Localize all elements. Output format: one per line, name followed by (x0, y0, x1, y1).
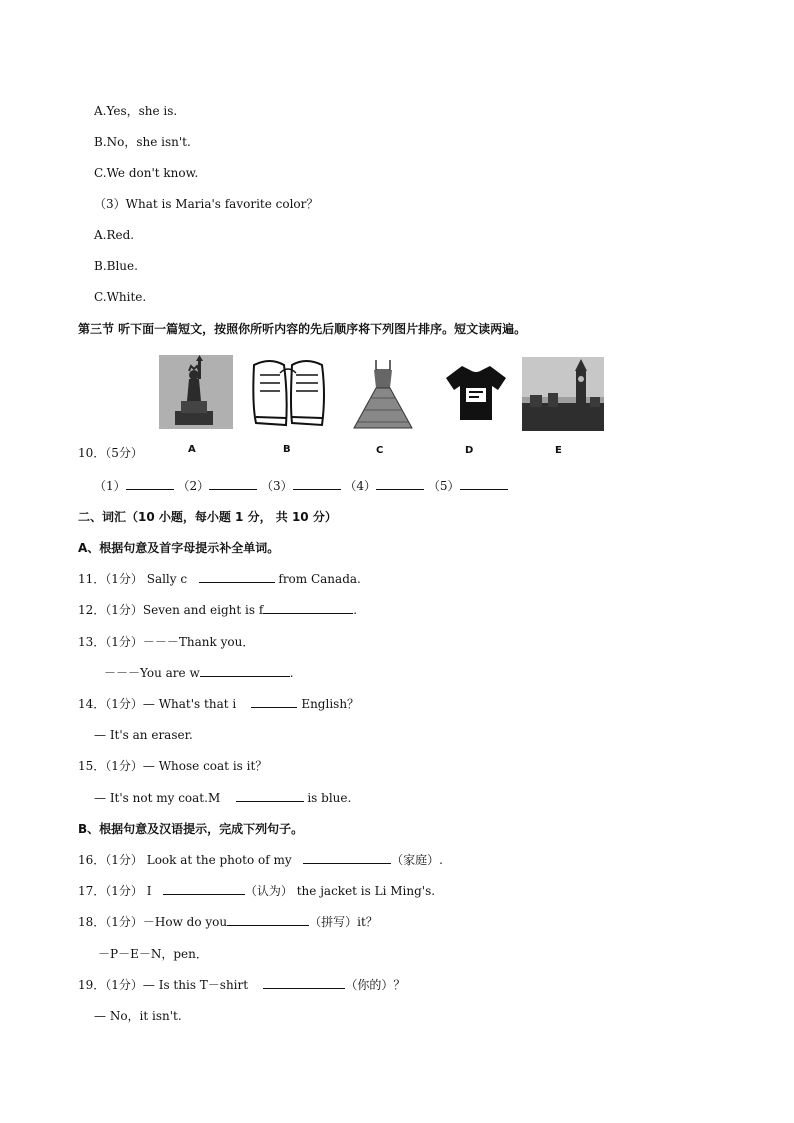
q9-option-c: C.We don't know. (94, 166, 199, 180)
q15-reply (94, 790, 351, 806)
picture-label-b: B (283, 444, 291, 455)
q17-suffix: （认为） the jacket is Li Ming's. (244, 884, 436, 898)
q17-prompt: 17．（1分） I (78, 884, 152, 898)
answer-blank[interactable] (236, 790, 304, 802)
q19-prompt: 19．（1分）— Is this T－shirt (78, 978, 249, 992)
q19 (78, 977, 405, 993)
answer-blank[interactable] (376, 478, 424, 490)
q16-suffix: （家庭）. (391, 853, 443, 867)
part2-title: 二、词汇（10 小题，每小题 1 分， 共 10 分） (78, 510, 337, 524)
q19-answer: — No，it isn't. (94, 1009, 182, 1023)
q18-answer: －P－E－N，pen． (98, 947, 208, 961)
q13-suffix: . (289, 666, 294, 680)
q17 (78, 883, 435, 899)
q14 (78, 696, 359, 712)
partB-title: B、根据句意及汉语提示，完成下列句子。 (78, 822, 304, 836)
answer-blank[interactable] (263, 602, 353, 614)
q16-prompt: 16．（1分） Look at the photo of my (78, 853, 292, 867)
answer-blank[interactable] (303, 852, 391, 864)
q15-suffix: is blue. (307, 791, 352, 805)
q12-prompt: 12．（1分）Seven and eight is f (78, 603, 264, 617)
q11 (78, 571, 361, 587)
q9-3-option-b: B.Blue. (94, 259, 138, 273)
q10-blank-label-4: （4） (344, 479, 377, 493)
q14-answer: — It's an eraser. (94, 728, 193, 742)
picture-label-c: C (376, 445, 384, 456)
picture-label-d: D (465, 445, 474, 456)
q11-prompt: 11．（1分） Sally c (78, 572, 188, 586)
q12-suffix: . (353, 603, 358, 617)
q19-suffix: （你的）？ (345, 978, 406, 992)
big-ben-icon (522, 357, 604, 431)
answer-blank[interactable] (126, 478, 174, 490)
q16 (78, 852, 443, 868)
section3-title: 第三节 听下面一篇短文，按照你所听内容的先后顺序将下列图片排序。短文读两遍。 (78, 322, 527, 336)
q9-option-a: A.Yes，she is. (94, 104, 178, 118)
answer-blank[interactable] (163, 883, 245, 895)
q15: 15．（1分）— Whose coat is it？ (78, 759, 268, 773)
answer-blank[interactable] (209, 478, 257, 490)
q11-suffix: from Canada. (278, 572, 361, 586)
q10-blanks (94, 478, 508, 494)
q13: 13．（1分）－－－Thank you． (78, 635, 255, 649)
picture-label-a: A (188, 444, 196, 455)
q9-3-option-c: C.White. (94, 290, 147, 304)
q14-suffix: English？ (301, 697, 360, 711)
q9-option-b: B.No，she isn't. (94, 135, 191, 149)
q15-reply-prompt: — It's not my coat.M (94, 791, 221, 805)
q13-reply-prompt: －－－You are w (104, 666, 200, 680)
dress-icon (350, 358, 416, 430)
q18 (78, 914, 378, 930)
answer-blank[interactable] (251, 696, 297, 708)
q13-reply (104, 665, 294, 681)
q10-blank-label-2: （2） (177, 479, 210, 493)
answer-blank[interactable] (200, 665, 290, 677)
q18-suffix: （拼写）it？ (309, 915, 378, 929)
picture-label-e: E (555, 445, 562, 456)
q10-blank-label-3: （3） (260, 479, 293, 493)
answer-blank[interactable] (227, 914, 309, 926)
q14-prompt: 14．（1分）— What's that i (78, 697, 237, 711)
q10-stem: 10．（5分） (78, 446, 143, 460)
partA-title: A、根据句意及首字母提示补全单词。 (78, 541, 280, 555)
answer-blank[interactable] (460, 478, 508, 490)
q9-3-question: （3）What is Maria's favorite color？ (94, 197, 319, 211)
answer-blank[interactable] (199, 571, 275, 583)
q10-blank-label-5: （5） (427, 479, 460, 493)
answer-blank[interactable] (263, 977, 345, 989)
sneakers-icon (248, 355, 328, 431)
q10-blank-label-1: （1） (94, 479, 126, 493)
answer-blank[interactable] (293, 478, 341, 490)
q12 (78, 602, 357, 618)
tshirt-icon (444, 364, 508, 422)
statue-of-liberty-icon (159, 355, 233, 429)
q18-prompt: 18．（1分）－How do you (78, 915, 228, 929)
q9-3-option-a: A.Red. (94, 228, 135, 242)
